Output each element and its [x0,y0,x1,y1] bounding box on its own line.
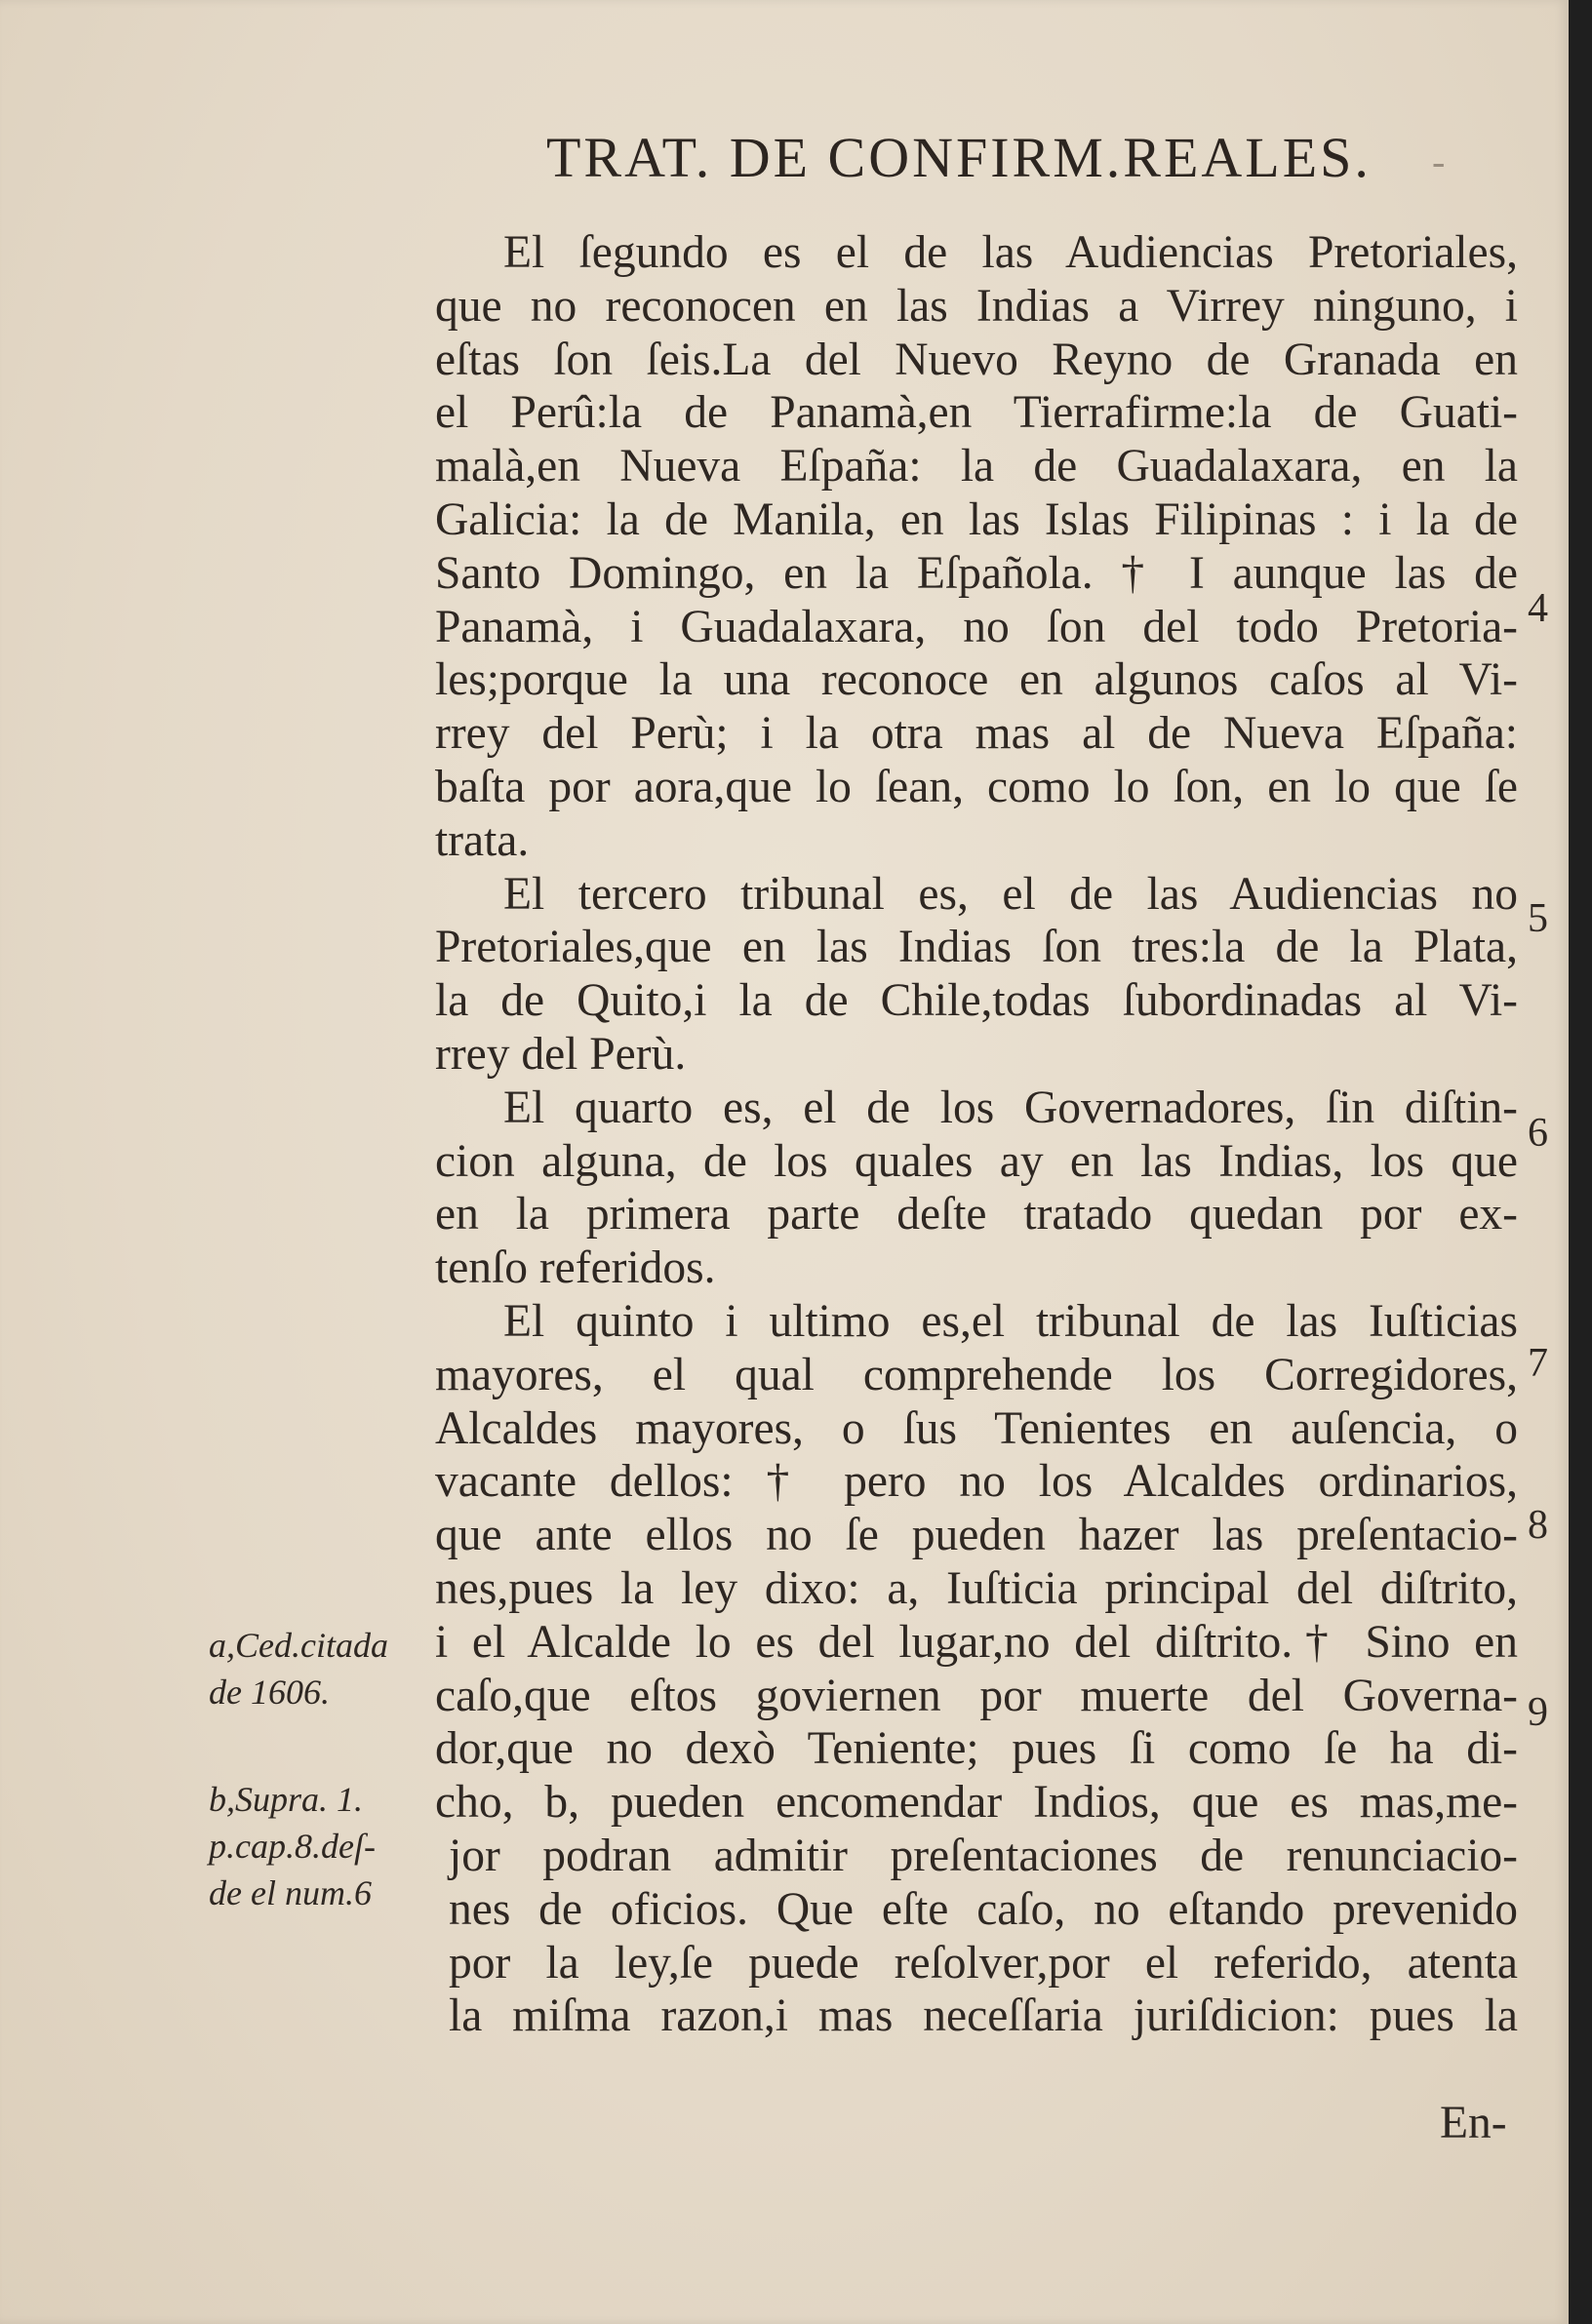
text-line: tenſo referidos. [435,1242,716,1294]
text-line: rrey del Perù. [435,1028,687,1080]
text-line: por la ley,ſe puede reſolver,por el referido, atenta [449,1937,1518,1989]
text-line: la de Quito,i la de Chile,todas ſubordinadas al Vi- [435,975,1518,1027]
margin-number: 5 [1528,896,1548,941]
text-line: El ſegundo es el de las Audiencias Pretoriales, [503,227,1518,278]
text-line: nes,pues la ley dixo: a, Iuſticia principal del diſtrito, [435,1562,1518,1614]
text-line: El tercero tribunal es, el de las Audiencias no [503,868,1518,920]
text-line: jor podran admitir preſentaciones de renunciacio- [449,1830,1518,1881]
margin-note-b-3: de el num.6 [209,1873,372,1912]
margin-number: 7 [1528,1341,1548,1386]
text-line: caſo,que eſtos goviernen por muerte del Governa- [435,1670,1518,1721]
text-line: que no reconocen en las Indias a Virrey ninguno, i [435,280,1518,332]
text-line: El quinto i ultimo es,el tribunal de las Iuſticias [503,1295,1518,1347]
text-line: Galicia: la de Manila, en las Islas Filipinas : i la de [435,493,1518,545]
margin-number: 6 [1528,1111,1548,1156]
margin-note-a-2: de 1606. [209,1673,330,1712]
text-line: eſtas ſon ſeis.La del Nuevo Reyno de Granada en [435,334,1518,385]
text-line: baſta por aora,que lo ſean, como lo ſon, en lo que ſe [435,761,1518,812]
text-line: i el Alcalde lo es del lugar,no del diſtrito.† Sino en [435,1616,1518,1668]
text-line: Panamà, i Guadalaxara, no ſon del todo Pretoria- [435,601,1518,652]
margin-number: 8 [1528,1503,1548,1548]
margin-note-b-2: p.cap.8.deſ- [209,1827,376,1866]
text-line: El quarto es, el de los Governadores, ſin diſtin- [503,1082,1518,1133]
text-line: mayores, el qual comprehende los Corregidores, [435,1349,1518,1400]
text-line: dor,que no dexò Teniente; pues ſi como ſe ha di- [435,1723,1518,1775]
text-line: vacante dellos: † pero no los Alcaldes ordinarios, [435,1456,1518,1508]
text-line: les;porque la una reconoce en algunos caſos al Vi- [435,654,1518,706]
text-line: cion alguna, de los quales ay en las Indias, los que [435,1135,1518,1187]
text-line: Pretoriales,que en las Indias ſon tres:la de la Plata, [435,922,1518,973]
text-line: en la primera parte deſte tratado quedan por ex- [435,1189,1518,1241]
text-line: cho, b, pueden encomendar Indios, que es mas,me- [435,1777,1518,1829]
page-edge [1569,0,1592,2324]
margin-number: 9 [1528,1690,1548,1735]
text-line: que ante ellos no ſe pueden hazer las preſentacio- [435,1510,1518,1561]
text-line: la miſma razon,i mas neceſſaria juriſdicion: pues la [449,1990,1518,2042]
margin-note-a-1: a,Ced.citada [209,1626,388,1665]
text-line: Alcaldes mayores, o ſus Tenientes en auſencia, o [435,1402,1518,1454]
catchword: En- [1440,2098,1507,2148]
text-line: trata. [435,814,530,866]
main-text [435,226,1518,2043]
text-line: el Perû:la de Panamà,en Tierrafirme:la de Guati- [435,387,1518,439]
margin-note-b-1: b,Supra. 1. [209,1780,364,1819]
text-line: nes de oficios. Que eſte caſo, no eſtando prevenido [449,1883,1518,1935]
text-line: Santo Domingo, en la Eſpañola. † I aunque las de [435,547,1518,599]
header-mark: - [1432,139,1446,183]
text-line: malà,en Nueva Eſpaña: la de Guadalaxara, en la [435,441,1518,492]
text-line: rrey del Perù; i la otra mas al de Nueva Eſpaña: [435,708,1518,760]
running-header: TRAT. DE CONFIRM.REALES. [546,126,1372,189]
margin-number: 4 [1528,586,1548,631]
